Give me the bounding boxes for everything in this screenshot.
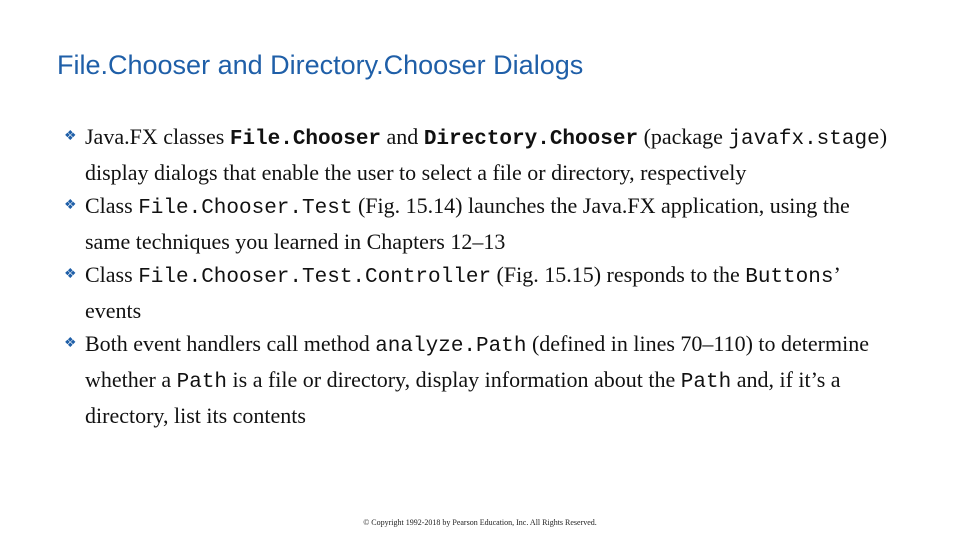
slide-title: File.Chooser and Directory.Chooser Dialogs bbox=[57, 50, 584, 80]
bullet-item bbox=[64, 189, 894, 258]
bullet-item bbox=[64, 258, 894, 327]
diamond-bullet-icon: ❖ bbox=[64, 336, 77, 351]
bullet-text: Class File.Chooser.Test (Fig. 15.14) launches the Java.FX application, using the same techniques you learned in Chapters 12–13 bbox=[85, 193, 850, 254]
bullet-text: Java.FX classes File.Chooser and Directory.Chooser (package javafx.stage) display dialogs that enable the user to select a file or directory, respectively bbox=[85, 124, 888, 185]
bullet-item bbox=[64, 120, 894, 189]
diamond-bullet-icon: ❖ bbox=[64, 267, 77, 282]
bullet-item bbox=[64, 327, 894, 432]
bullet-text: Class File.Chooser.Test.Controller (Fig. 15.15) responds to the Buttons’ events bbox=[85, 262, 840, 323]
diamond-bullet-icon: ❖ bbox=[64, 198, 77, 213]
bullet-text: Both event handlers call method analyze.Path (defined in lines 70–110) to determine whether a Path is a file or directory, display information about the Path and, if it’s a directory, list its contents bbox=[85, 331, 869, 428]
diamond-bullet-icon: ❖ bbox=[64, 129, 77, 144]
copyright-footer: © Copyright 1992-2018 by Pearson Education, Inc. All Rights Reserved. bbox=[363, 518, 597, 527]
bullet-list bbox=[64, 120, 894, 432]
